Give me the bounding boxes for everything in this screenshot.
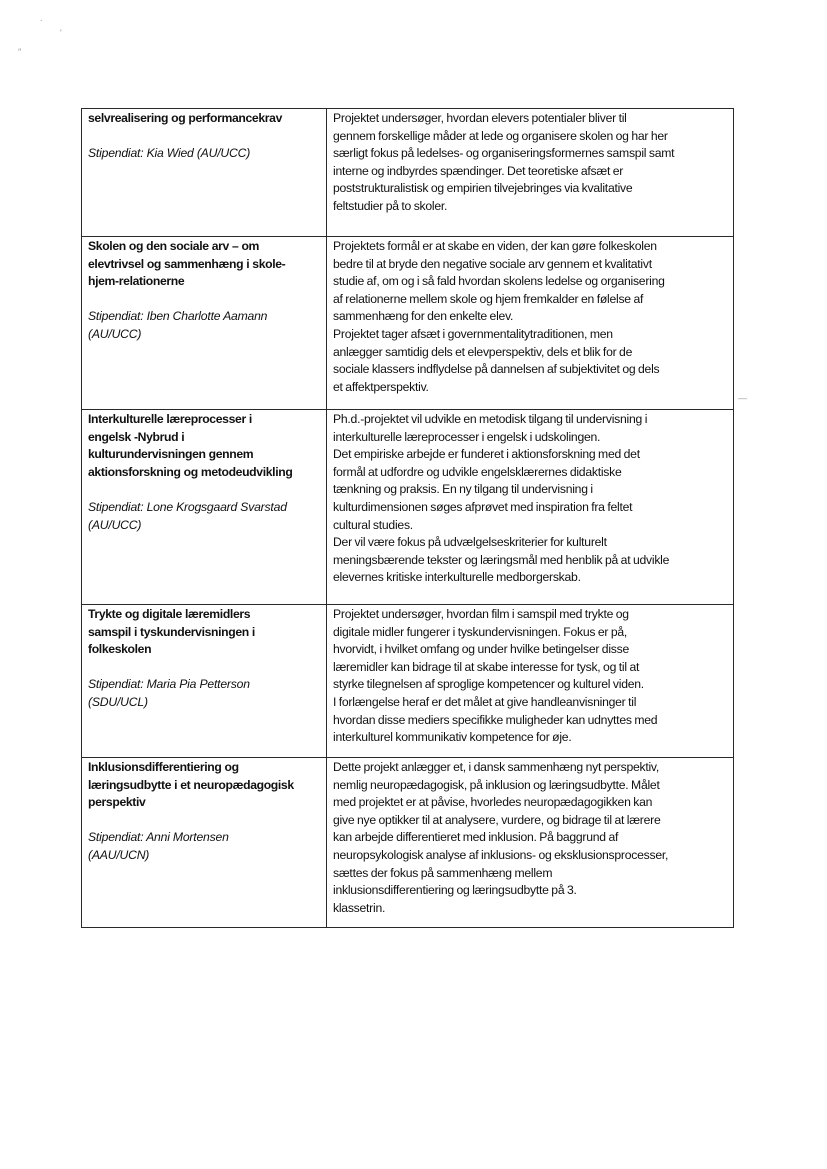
spacer	[88, 659, 320, 677]
stipend-holder: Stipendiat: Iben Charlotte Aamann (AU/UCC)	[88, 309, 268, 341]
table-row	[82, 109, 734, 237]
scan-speck: .	[40, 13, 43, 23]
project-title: Skolen og den sociale arv – om elevtrivsel og sammenhæng i skole- hjem-relationerne	[88, 239, 286, 289]
scan-speck: —	[738, 393, 747, 403]
table-row	[82, 605, 734, 758]
project-info-cell	[82, 605, 327, 758]
project-info-cell	[82, 237, 327, 410]
project-description-cell	[327, 237, 734, 410]
project-description-cell	[327, 410, 734, 605]
project-description: Dette projekt anlægger et, i dansk sammenhæng nyt perspektiv, nemlig neuropædagogisk, på inklusion og læringsudbytte. Målet med projektet er at påvise, hvorledes neuropædagogikken kan give nye optikker til at analysere, vurdere, og bidrage til at lærere kan arbejde differentieret med inklusion. På baggrund af neuropsykologisk analyse af inklusions- og eksklusionsprocesser, sættes der fokus på sammenhæng mellem inklusionsdifferentiering og læringsudbytte på 3. klassetrin.	[333, 760, 669, 915]
project-description-cell	[327, 605, 734, 758]
spacer	[88, 481, 320, 499]
project-description: Projektet undersøger, hvordan elevers potentialer bliver til gennem forskellige måder at lede og organisere skolen og har her særligt fokus på ledelses- og organiseringsformernes samspil samt interne og indbyrdes spændinger. Det teoretiske afsæt er poststrukturalistisk og empirien tilvejebringes via kvalitative feltstudier på to skoler.	[333, 111, 675, 213]
stipend-holder: Stipendiat: Lone Krogsgaard Svarstad (AU/UCC)	[88, 499, 287, 532]
project-description-cell	[327, 758, 734, 928]
project-title: Trykte og digitale læremidlers samspil i tyskundervisningen i folkeskolen	[88, 607, 255, 657]
project-title: Inklusionsdifferentiering og læringsudbytte i et neuropædagogisk perspektiv	[88, 760, 294, 810]
project-info-cell	[82, 109, 327, 237]
project-info-cell	[82, 758, 327, 928]
stipend-holder: Stipendiat: Maria Pia Petterson (SDU/UCL)	[88, 677, 250, 709]
spacer	[88, 128, 320, 146]
project-title: selvrealisering og performancekrav	[88, 111, 283, 125]
table-row	[82, 410, 734, 605]
project-table	[81, 108, 734, 928]
scan-speck: ″	[18, 47, 22, 57]
stipend-holder: Stipendiat: Kia Wied (AU/UCC)	[88, 146, 251, 161]
table-row	[82, 758, 734, 928]
project-description: Projektet undersøger, hvordan film i samspil med trykte og digitale midler fungerer i tyskundervisningen. Fokus er på, hvorvidt, i hvilket omfang og under hvilke betingelser disse læremidler kan bidrage til at skabe interesse for tysk, og til at styrke tilegnelsen af sproglige kompetencer og kulturel viden. I forlængelse heraf er det målet at give handleanvisninger til hvordan disse mediers specifikke muligheder kan udnyttes med interkulturel kommunikativ kompetence for øje.	[333, 607, 658, 745]
project-info-cell	[82, 410, 327, 605]
scan-speck: '	[60, 28, 62, 38]
project-description-cell	[327, 109, 734, 237]
project-description: Ph.d.-projektet vil udvikle en metodisk tilgang til undervisning i interkulturelle læreprocesser i engelsk i udskolingen. Det empiriske arbejde er funderet i aktionsforskning med det formål at udfordre og udvikle engelsklærernes didaktiske tænkning og praksis. En ny tilgang til undervisning i kulturdimensionen søges afprøvet med inspiration fra feltet cultural studies. Der vil være fokus på udvælgelseskriterier for kulturelt meningsbærende tekster og læringsmål med henblik på at udvikle elevernes kritiske interkulturelle medborgerskab.	[333, 412, 670, 585]
table-row	[82, 237, 734, 410]
stipend-holder: Stipendiat: Anni Mortensen (AAU/UCN)	[88, 830, 229, 862]
project-title: Interkulturelle læreprocesser i engelsk -Nybrud i kulturundervisningen gennem aktionsforskning og metodeudvikling	[88, 412, 293, 479]
spacer	[88, 812, 320, 830]
project-description: Projektets formål er at skabe en viden, der kan gøre folkeskolen bedre til at bryde den negative sociale arv gennem et kvalitativt studie af, om og i så fald hvordan skolens ledelse og organisering af relationerne mellem skole og hjem fremkalder en følelse af sammenhæng for den enkelte elev. Projektet tager afsæt i governmentalitytraditionen, men anlægger samtidig dels et elevperspektiv, dels et blik for de sociale klassers indflydelse på dannelsen af subjektivitet og dels et affektperspektiv.	[333, 239, 665, 394]
spacer	[88, 291, 320, 309]
